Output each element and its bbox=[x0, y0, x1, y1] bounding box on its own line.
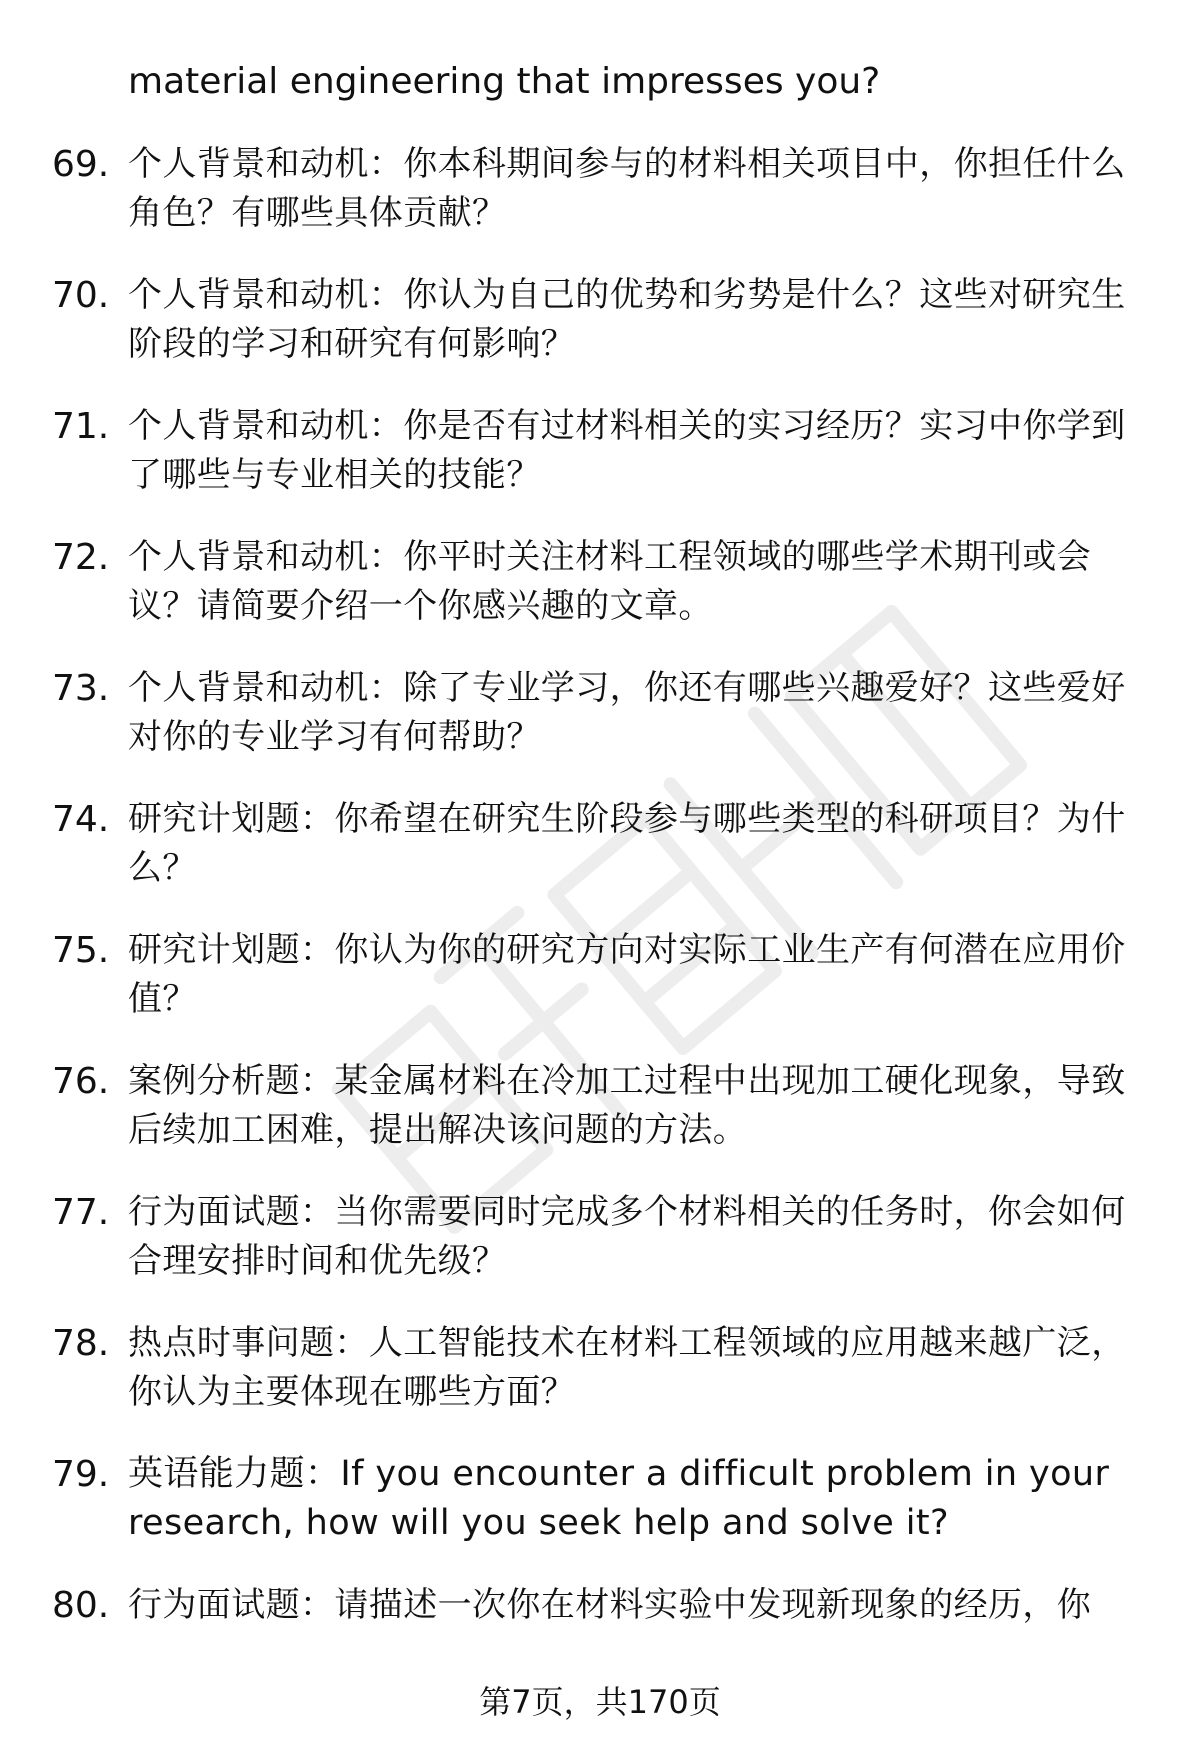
question-text: 行为面试题：当你需要同时完成多个材料相关的任务时，你会如何合理安排时间和优先级？ bbox=[128, 1192, 1126, 1281]
question-number: 77. bbox=[52, 1192, 110, 1233]
question-text: 个人背景和动机：除了专业学习，你还有哪些兴趣爱好？这些爱好对你的专业学习有何帮助？ bbox=[128, 668, 1126, 757]
question-text: 个人背景和动机：你是否有过材料相关的实习经历？实习中你学到了哪些与专业相关的技能？ bbox=[128, 406, 1126, 495]
question-text: 个人背景和动机：你平时关注材料工程领域的哪些学术期刊或会议？请简要介绍一个你感兴趣的文章。 bbox=[128, 537, 1092, 626]
question-number: 76. bbox=[52, 1061, 110, 1102]
question-text: 案例分析题：某金属材料在冷加工过程中出现加工硬化现象，导致后续加工困难，提出解决该问题的方法。 bbox=[128, 1061, 1126, 1150]
question-number: 75. bbox=[52, 930, 110, 971]
question-number: 74. bbox=[52, 799, 110, 840]
question-text: 研究计划题：你希望在研究生阶段参与哪些类型的科研项目？为什么？ bbox=[128, 799, 1126, 888]
question-text: 热点时事问题：人工智能技术在材料工程领域的应用越来越广泛，你认为主要体现在哪些方面？ bbox=[128, 1323, 1126, 1412]
question-number: 71. bbox=[52, 406, 110, 447]
question-text: 个人背景和动机：你本科期间参与的材料相关项目中，你担任什么角色？有哪些具体贡献？ bbox=[128, 144, 1126, 233]
question-text: 英语能力题：If you encounter a difficult problem in your research, how will you seek help and solve it? bbox=[128, 1454, 1110, 1543]
question-number: 79. bbox=[52, 1454, 110, 1495]
question-number: 69. bbox=[52, 144, 110, 185]
question-text: 研究计划题：你认为你的研究方向对实际工业生产有何潜在应用价值？ bbox=[128, 930, 1126, 1019]
question-text: 行为面试题：请描述一次你在材料实验中发现新现象的经历，你 bbox=[128, 1585, 1092, 1625]
question-number: 72. bbox=[52, 537, 110, 578]
question-text: 个人背景和动机：你认为自己的优势和劣势是什么？这些对研究生阶段的学习和研究有何影响？ bbox=[128, 275, 1126, 364]
question-number: 80. bbox=[52, 1585, 110, 1626]
page-number-footer: 第7页，共170页 bbox=[479, 1683, 721, 1721]
question-number: 73. bbox=[52, 668, 110, 709]
continued-text: material engineering that impresses you? bbox=[128, 61, 881, 102]
question-number: 78. bbox=[52, 1323, 110, 1364]
question-number: 70. bbox=[52, 275, 110, 316]
